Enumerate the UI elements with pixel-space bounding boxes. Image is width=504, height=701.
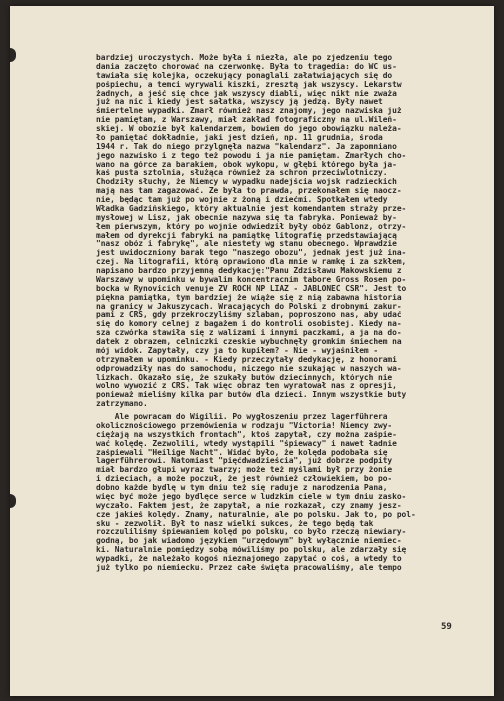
text-line: nie, będąc tam już po wojnie z żoną i dziećmi. Spotkałem wtedy: [96, 196, 388, 204]
text-line: sza czwórka stawiła się z walizami i innymi paczkami, a ja na do-: [96, 329, 402, 338]
text-line: zaśpiewali "Heilige Nacht". Widać było, że kolęda podobała się: [96, 448, 388, 457]
text-line: "nasz obóz i fabrykę", ale niestety wg stanu obecnego. Wprawdzie: [96, 240, 397, 249]
text-line: ki. Naturalnie pomiędzy sobą mówiliśmy po polsku, ale zdarzały się: [96, 546, 407, 555]
text-line: wolno wywozić z CRS. Tak więc obraz ten wyratował nas z opresji,: [96, 382, 397, 391]
text-line: wypadki, że należało kogoś nieznajomego zapytać o coś, a wtedy to: [96, 555, 402, 563]
text-line: tawiała się kolejka, oczekujący ponaglali załatwiających się do: [96, 71, 393, 80]
text-line: dobno każde bydlę w tym dniu też się raduje z narodzenia Pana,: [96, 484, 388, 492]
text-line: skiej. W obozie był kalendarzem, bowiem do jego obowiązku należa-: [96, 125, 402, 133]
text-line: już na nic i kiedy jest sałatka, wszyscy ją jedzą. Były nawet: [96, 98, 383, 107]
text-line: czej. Na litografii, którą oprawiono dla mnie w ramkę i za szkłem,: [96, 258, 407, 267]
text-line: ciężają na wszystkich frontach", ktoś zapytał, czy można zaśpie-: [96, 430, 397, 439]
text-line: małem od dyrekcji fabryki na pamiątkę litografię przedstawiającą: [96, 231, 397, 240]
text-line: Władka Gadzińskiego, który aktualnie jest komendantem straży prze-: [96, 204, 407, 213]
text-line: bocka w Rynovicích venuje ZV ROCH NP LIAZ - JABLONEC CSR". Jest to: [96, 284, 407, 293]
text-line: sku - zezwolił. Był to nasz wielki sukces, że tego będą tak: [96, 519, 374, 528]
text-line: jest uwidoczniony barak tego "naszego obozu", jednak jest już ina-: [96, 249, 407, 258]
text-line: i dzieciach, a może poczuł, że jest również człowiekiem, bo po-: [96, 475, 393, 484]
text-line: się do komory celnej z bagażem i do kontroli osobistej. Kiedy na-: [96, 320, 402, 329]
text-line: godną, bo jak wiadomo językiem "urzędowym" był wyłącznie niemiec-: [96, 537, 402, 546]
text-line: łem pierwszym, który po wojnie odwiedził były obóz Gablonz, otrzy-: [96, 222, 407, 231]
body-text: [96, 54, 468, 573]
text-line: odprowadziły nas do samochodu, niczego nie szukając w naszych wa-: [96, 364, 402, 373]
text-line: piękna pamiątka, tym bardziej że wiąże się z nią zabawna historia: [96, 293, 402, 302]
text-line: ło pamiętać dokładnie, jaki jest dzień, np. 11 grudnia, środa: [96, 133, 383, 142]
text-line: Chodziły słuchy, że Niemcy w wypadku nadejścia wojsk radzieckich: [96, 178, 397, 187]
text-line: miał bardzo głupi wyraz twarzy; może też myślami był przy żonie: [96, 466, 393, 475]
text-line: zatrzymano.: [96, 400, 148, 409]
text-line: wano na górce za barakiem, obok wykopu, w głębi którego była ja-: [96, 160, 397, 169]
text-line: cze jakieś kolędy. Znamy, naturalnie, ale po polsku. Jak to, po pol-: [96, 510, 416, 519]
text-line: żadnych, a jeść się chce jak wszyscy diabli, więc nikt nie zważa: [96, 89, 397, 98]
text-line: datek z obrazem, celniczki czeskie wybuchnęły gromkim śmiechem na: [96, 338, 402, 346]
text-line: 1944 r. Tak do niego przylgnęła nazwa "kalendarz". Ja zapomniano: [96, 142, 397, 151]
text-line: dania zaczęto chorować na czerwonkę. Była to tragedia: do WC us-: [96, 62, 397, 71]
text-line: Ale powracam do Wigilii. Po wygłoszeniu przez lagerführera: [96, 413, 388, 421]
punch-hole: [10, 48, 16, 62]
text-line: mają nas tam zagazować. Że była to prawda, przekonałem się naocz-: [96, 187, 402, 196]
text-line: rozczuliliśmy śpiewaniem kolęd po polsku, co było rzeczą niewiary-: [96, 528, 407, 537]
text-line: lizkach. Okazało się, że szukały butów dziecinnych, których nie: [96, 373, 393, 382]
punch-hole: [10, 494, 16, 508]
text-line: pośpiechu, a temci wyrywali kiszki, zresztą jak wszyscy. Lekarstw: [96, 80, 402, 89]
text-line: wyczało. Faktem jest, że zapytał, a nie rozkazał, czy znamy jesz-: [96, 501, 402, 510]
text-line: mój widok. Zapytały, czy ja to kupiłem? - Nie - wyjaśniłem -: [96, 346, 379, 355]
text-line: napisano bardzo przyjemną dedykację:"Panu Zdzisławu Makowskiemu z: [96, 267, 402, 275]
page-number: 59: [441, 622, 452, 632]
text-line: ponieważ mieliśmy kilka par butów dla dzieci. Innym wszystkie buty: [96, 391, 407, 400]
text-line: lagerführerowi. Natomiast "pięćdwadzieścia", już dobrze podpity: [96, 457, 393, 466]
text-line: więc być może jego bydlęce serce w ludzkim ciele w tym dniu zasko-: [96, 492, 407, 501]
text-line: śmiertelne wypadki. Zmarł również nasz znajomy, jego nazwiska już: [96, 107, 402, 116]
text-line: bardziej uroczystych. Może była i niezła, ale po zjedzeniu tego: [96, 54, 393, 62]
text-line: nie pamiętam, z Warszawy, miał zakład fotograficzny na ul.Wileń-: [96, 116, 397, 125]
text-line: okolicznościowego przemówienia w rodzaju "Victoria! Niemcy zwy-: [96, 421, 393, 430]
text-line: wać kolędę. Zezwolili, wtedy wystąpili "śpiewacy" i nawet ładnie: [96, 439, 397, 448]
text-line: jego nazwisko i z tego też powodu i ja nie pamiętam. Zmarłych cho-: [96, 151, 407, 160]
text-line: na granicy w Jakuszycach. Wracających do Polski z drobnymi zakur-: [96, 302, 402, 311]
text-line: otrzymałem w upominku. - Kiedy przeczytały dedykację, z honorami: [96, 355, 397, 364]
text-line: kaś pusta sztolnia, służąca również za schron przeciwlotniczy.: [96, 169, 388, 178]
document-page: [10, 6, 494, 696]
text-line: pami z CRS, gdy przekroczyliśmy szlaban, poproszono nas, aby udać: [96, 311, 402, 320]
text-line: Warszawy w upominku w bywalim koncentracním tabore Gross Rosen po-: [96, 275, 407, 284]
text-line: już tylko po niemiecku. Przez całe święta pracowaliśmy, ale tempo: [96, 563, 402, 572]
text-line: mysłowej w Lisz, jak obecnie nazywa się ta fabryka. Ponieważ by-: [96, 213, 397, 222]
